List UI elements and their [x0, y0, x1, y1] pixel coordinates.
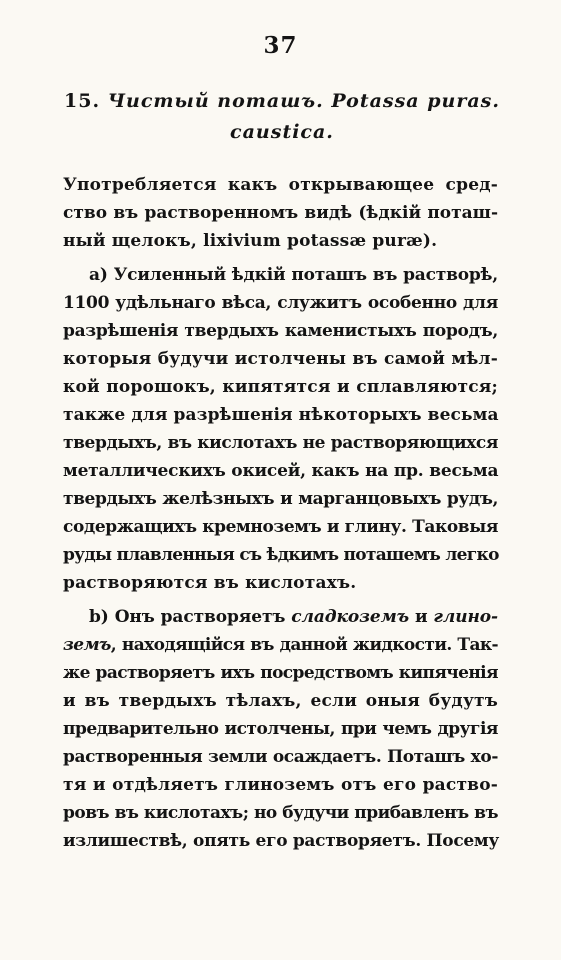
- paragraph-2-line: 1100 удѣльнаго вѣса, служитъ особенно для: [63, 293, 498, 313]
- paragraph-2-line: твердыхъ желѣзныхъ и марганцовыхъ рудъ,: [63, 489, 498, 509]
- paragraph-2-line: руды плавленныя съ ѣдкимъ поташемъ легко: [63, 545, 499, 565]
- paragraph-1-line: ный щелокъ, lixivium potassæ puræ).: [63, 231, 438, 251]
- paragraph-2-line: металлическихъ окисей, какъ на пр. весьма: [63, 461, 499, 481]
- paragraph-3-line: ровъ въ кислотахъ; но будучи прибавленъ въ: [63, 803, 498, 823]
- text-run: , находящійся въ данной жидкости. Так-: [110, 635, 498, 655]
- paragraph-2-line: a) Усиленный ѣдкій поташъ въ растворѣ,: [89, 265, 498, 285]
- body-text: [63, 171, 498, 855]
- heading-russian: Чистый поташъ.: [107, 90, 324, 112]
- paragraph-3-line: [63, 603, 498, 631]
- italic-term: сладкоземъ: [291, 607, 409, 627]
- paragraph-3-line: [63, 631, 498, 659]
- text-run: b) Онъ растворяетъ: [89, 607, 286, 627]
- paragraph-2-line: которыя будучи истолчены въ самой мѣл-: [63, 349, 498, 369]
- italic-term: земъ: [63, 635, 111, 655]
- heading-line-1: [60, 86, 504, 117]
- section-number: 15.: [64, 90, 101, 112]
- text-run: и: [414, 607, 428, 627]
- paragraph-2-line: разрѣшенія твердыхъ каменистыхъ породъ,: [63, 321, 498, 341]
- paragraph-3-line: растворенныя земли осаждаетъ. Поташъ хо-: [63, 747, 498, 767]
- paragraph-3-line: излишествѣ, опять его растворяетъ. Посему: [63, 831, 499, 851]
- paragraph-2-line: также для разрѣшенія нѣкоторыхъ весьма: [63, 405, 499, 425]
- paragraph-2-line: кой порошокъ, кипятятся и сплавляются;: [63, 377, 498, 397]
- paragraph-3-line: же растворяетъ ихъ посредствомъ кипяченія: [63, 663, 498, 683]
- paragraph-3-line: и въ твердыхъ тѣлахъ, если оныя будутъ: [63, 691, 498, 711]
- heading-latin: Potassa puras.: [331, 90, 500, 112]
- paragraph-2-line: растворяются въ кислотахъ.: [63, 573, 357, 593]
- paragraph-2-line: содержащихъ кремноземъ и глину. Таковыя: [63, 517, 498, 537]
- paragraph-1-line: ство въ растворенномъ видѣ (ѣдкій поташ-: [63, 203, 498, 223]
- paragraph-2-line: твердыхъ, въ кислотахъ не растворяющихся: [63, 433, 498, 453]
- italic-term: глино-: [433, 607, 498, 627]
- page-number: 37: [263, 32, 298, 59]
- paragraph-3-line: предварительно истолчены, при чемъ другія: [63, 719, 498, 739]
- section-heading: [60, 86, 504, 148]
- heading-line-2: caustica.: [230, 121, 334, 143]
- paragraph-3-line: тя и отдѣляетъ глиноземъ отъ его раство-: [63, 775, 498, 795]
- paragraph-1-line: Употребляется какъ открывающее сред-: [63, 175, 498, 195]
